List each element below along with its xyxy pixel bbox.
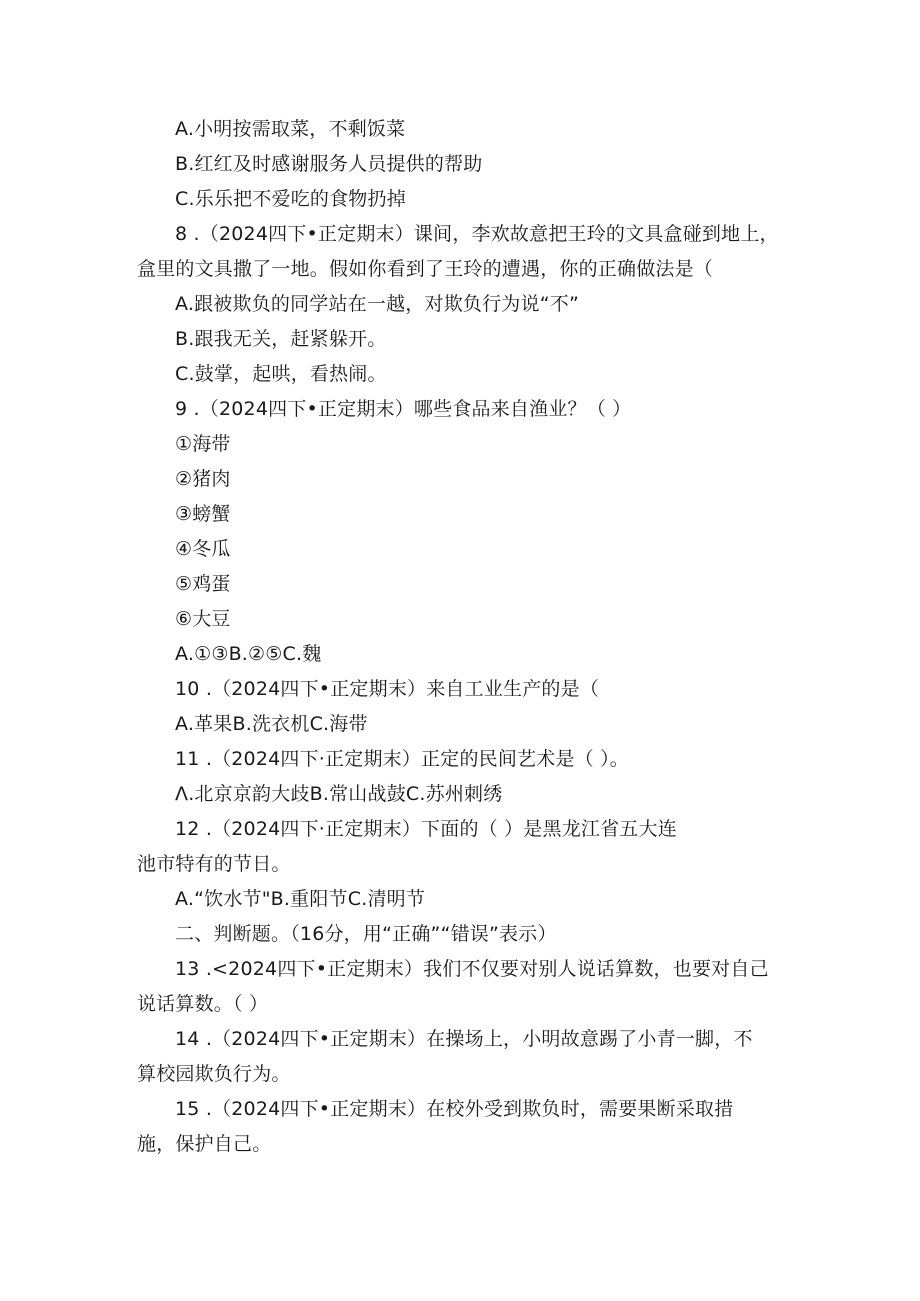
q9-item-2: ②猪肉 xyxy=(175,468,231,490)
q9-stem: 9 .（2024四下•正定期末）哪些食品来自渔业？（ ） xyxy=(175,398,632,420)
q14-stem-line1: 14 .（2024四下•正定期末）在操场上，小明故意踢了小青一脚，不 xyxy=(175,1028,753,1050)
q7-option-b: B.红红及时感谢服务人员提供的帮助 xyxy=(175,153,483,175)
q9-item-3: ③螃蟹 xyxy=(175,503,231,525)
q8-stem-line1: 8 .（2024四下•正定期末）课间，李欢故意把王玲的文具盒碰到地上， xyxy=(175,223,779,245)
q15-stem-line2: 施，保护自己。 xyxy=(137,1133,272,1155)
q11-stem: 11 .（2024四下·正定期末）正定的民间艺术是（ ）。 xyxy=(175,748,629,770)
q14-stem-line2: 算校园欺负行为。 xyxy=(137,1063,291,1085)
q7-option-c: C.乐乐把不爱吃的食物扔掉 xyxy=(175,188,406,210)
q7-option-a: A.小明按需取菜，不剩饭菜 xyxy=(175,118,406,140)
q11-options: Λ.北京京韵大歧B.常山战鼓C.苏州刺绣 xyxy=(175,783,503,805)
q13-stem-line2: 说话算数。（ ） xyxy=(137,993,269,1015)
q13-stem-line1: 13 .<2024四下•正定期末）我们不仅要对别人说话算数，也要对自己 xyxy=(175,958,769,980)
q12-stem-line2: 池市特有的节日。 xyxy=(137,853,291,875)
q8-option-b: B.跟我无关，赶紧躲开。 xyxy=(175,328,387,350)
q15-stem-line1: 15 .（2024四下•正定期末）在校外受到欺负时，需要果断采取措 xyxy=(175,1098,734,1120)
q9-item-4: ④冬瓜 xyxy=(175,538,231,560)
q8-option-a: A.跟被欺负的同学站在一越，对欺负行为说“不” xyxy=(175,293,579,315)
q12-stem-line1: 12 .（2024四下·正定期末）下面的（ ）是黑龙江省五大连 xyxy=(175,818,677,840)
q10-options: A.革果B.洗衣机C.海带 xyxy=(175,713,368,735)
q9-item-1: ①海带 xyxy=(175,433,231,455)
q10-stem: 10 .（2024四下•正定期末）来自工业生产的是（ xyxy=(175,678,600,700)
q8-option-c: C.鼓掌，起哄，看热闹。 xyxy=(175,363,387,385)
section-heading-true-false: 二、判断题。（16分，用“正确”“错误”表示） xyxy=(175,923,557,945)
q9-item-5: ⑤鸡蛋 xyxy=(175,573,231,595)
q9-item-6: ⑥大豆 xyxy=(175,608,231,630)
q9-options: A.①③B.②⑤C.魏 xyxy=(175,643,322,665)
q8-stem-line2: 盒里的文具撒了一地。假如你看到了王玲的遭遇，你的正确做法是（ xyxy=(137,258,714,280)
q12-options: A.“饮水节"B.重阳节C.清明节 xyxy=(175,888,426,910)
